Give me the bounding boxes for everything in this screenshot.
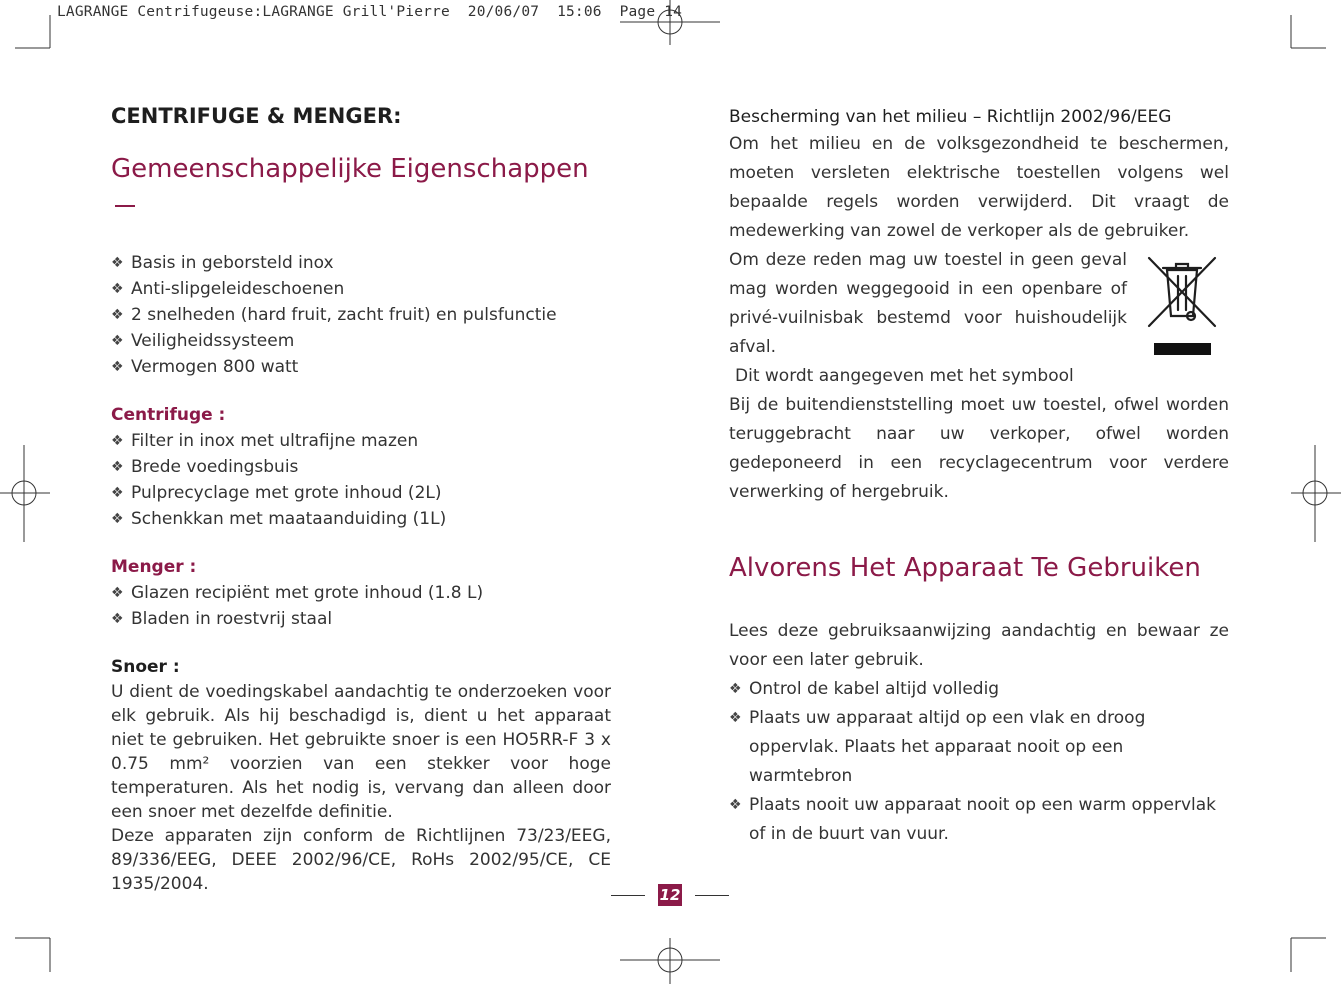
list-item: ❖ Plaats uw apparaat altijd op een vlak en droog oppervlak. Plaats het apparaat nooit op een warmtebron bbox=[729, 704, 1229, 791]
diamond-bullet-icon: ❖ bbox=[111, 511, 124, 527]
print-slug: LAGRANGE Centrifugeuse:LAGRANGE Grill'Pierre 20/06/07 15:06 Page 14 bbox=[57, 4, 683, 20]
environment-paragraph: Om het milieu en de volksgezondheid te beschermen, moeten versleten elektrische toestellen volgens wel bepaalde regels worden verwijderd. Dit vraagt de medewerking van zowel de verkoper als de gebruiker. bbox=[729, 134, 1229, 241]
diamond-bullet-icon: ❖ bbox=[111, 255, 124, 271]
diamond-bullet-icon: ❖ bbox=[111, 333, 124, 349]
environment-disposal-paragraph: Om deze reden mag uw toestel in geen geval mag worden weggegooid in een openbare of privé-vuilnisbak bestemd voor huishoudelijk afval. bbox=[729, 250, 1127, 357]
list-item: ❖ Pulprecyclage met grote inhoud (2L) bbox=[111, 480, 611, 506]
diamond-bullet-icon: ❖ bbox=[729, 681, 742, 697]
page-number-footer bbox=[611, 882, 731, 908]
page-number-rule-left bbox=[611, 895, 645, 896]
snoer-heading: Snoer : bbox=[111, 657, 180, 677]
conform-text: Deze apparaten zijn conform de Richtlijnen 73/23/EEG, 89/336/EEG, DEEE 2002/96/CE, RoHs 2002/95/CE, CE 1935/2004. bbox=[111, 826, 611, 894]
list-item: ❖ Vermogen 800 watt bbox=[111, 354, 611, 380]
right-column bbox=[729, 104, 1229, 849]
diamond-bullet-icon: ❖ bbox=[111, 359, 124, 375]
list-item: ❖ Glazen recipiënt met grote inhoud (1.8 L) bbox=[111, 580, 611, 606]
left-column bbox=[111, 104, 611, 896]
environment-heading: Bescherming van het milieu – Richtlijn 2002/96/EEG bbox=[729, 107, 1172, 127]
page-number: 12 bbox=[659, 886, 681, 904]
centrifuge-list bbox=[111, 428, 611, 532]
menger-heading: Menger : bbox=[111, 557, 197, 577]
diamond-bullet-icon: ❖ bbox=[111, 281, 124, 297]
features-list bbox=[111, 250, 611, 380]
recycling-paragraph: Bij de buitendienststelling moet uw toestel, ofwel worden teruggebracht naar uw verkoper, ofwel worden gedeponeerd in een recyclagecentrum voor verdere verwerking of hergebruik. bbox=[729, 395, 1229, 502]
diamond-bullet-icon: ❖ bbox=[729, 710, 742, 726]
list-item: ❖ Basis in geborsteld inox bbox=[111, 250, 611, 276]
symbol-note: Dit wordt aangegeven met het symbool bbox=[735, 366, 1074, 386]
diamond-bullet-icon: ❖ bbox=[111, 433, 124, 449]
list-item: ❖ Filter in inox met ultrafijne mazen bbox=[111, 428, 611, 454]
list-item: ❖ Anti-slipgeleideschoenen bbox=[111, 276, 611, 302]
before-use-title: Alvorens Het Apparaat Te Gebruiken bbox=[729, 553, 1201, 583]
list-item: ❖ Schenkkan met maataanduiding (1L) bbox=[111, 506, 611, 532]
intro-paragraph: Lees deze gebruiksaanwijzing aandachtig en bewaar ze voor een later gebruik. bbox=[729, 621, 1229, 670]
list-item: ❖ Ontrol de kabel altijd volledig bbox=[729, 675, 1229, 704]
list-item: ❖ Brede voedingsbuis bbox=[111, 454, 611, 480]
diamond-bullet-icon: ❖ bbox=[111, 459, 124, 475]
section-heading: CENTRIFUGE & MENGER: bbox=[111, 104, 402, 128]
diamond-bullet-icon: ❖ bbox=[111, 307, 124, 323]
list-item: ❖ Plaats nooit uw apparaat nooit op een warm oppervlak of in de buurt van vuur. bbox=[729, 791, 1229, 849]
title-underline bbox=[115, 205, 135, 207]
diamond-bullet-icon: ❖ bbox=[111, 485, 124, 501]
diamond-bullet-icon: ❖ bbox=[111, 585, 124, 601]
page-number-rule-right bbox=[695, 895, 729, 896]
instructions-list bbox=[729, 675, 1229, 849]
snoer-text: U dient de voedingskabel aandachtig te onderzoeken voor elk gebruik. Als hij beschadigd is, dient u het apparaat niet te gebruiken. Het gebruikte snoer is een HO5RR-F 3 x 0.75 mm² voorzien van een stekker voor hoge temperaturen. Als het nodig is, vervang dan alleen door een snoer met dezelfde definitie. bbox=[111, 682, 611, 822]
crossed-out-wheelie-bin-icon bbox=[1145, 254, 1219, 358]
centrifuge-heading: Centrifuge : bbox=[111, 405, 226, 425]
list-item: ❖ Veiligheidssysteem bbox=[111, 328, 611, 354]
diamond-bullet-icon: ❖ bbox=[111, 611, 124, 627]
menger-list bbox=[111, 580, 611, 632]
list-item: ❖ Bladen in roestvrij staal bbox=[111, 606, 611, 632]
diamond-bullet-icon: ❖ bbox=[729, 797, 742, 813]
list-item: ❖ 2 snelheden (hard fruit, zacht fruit) en pulsfunctie bbox=[111, 302, 611, 328]
page-title: Gemeenschappelijke Eigenschappen bbox=[111, 154, 611, 214]
